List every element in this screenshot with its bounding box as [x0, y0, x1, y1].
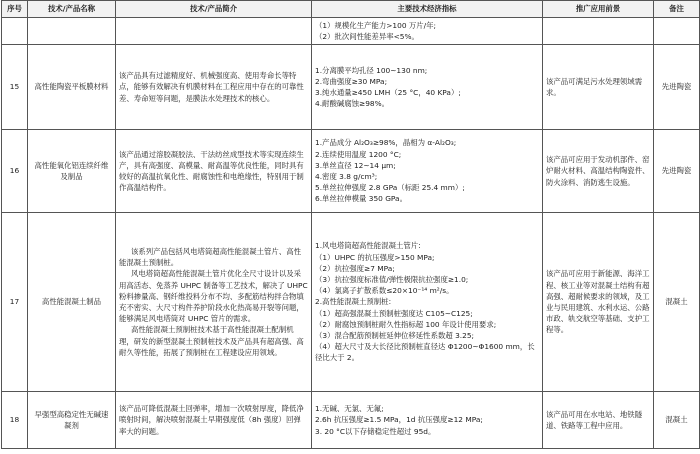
header-intro: 技术/产品简介	[116, 1, 312, 18]
header-row	[2, 1, 700, 18]
cell-no: 15	[2, 45, 28, 130]
cell-prospect: 该产品可用在水电站、地铁隧道、铁路等工程中应用。	[543, 392, 654, 449]
indicator-line: （4）氯离子扩散系数≤20×10⁻¹⁴ m²/s。	[315, 286, 454, 296]
indicator-line: （1）规模化生产能力>100 万片/年;	[315, 20, 437, 30]
cell-intro	[116, 18, 312, 45]
cell-name: 高性能氧化铝连续纤维及制品	[28, 130, 116, 213]
intro-paragraph: 该系列产品包括风电塔筒超高性能混凝土管片、高性能混凝土预制桩。	[119, 246, 301, 268]
indicator-line: 3. 20 °C以下存储稳定性超过 95d。	[315, 426, 436, 436]
table-row	[2, 45, 700, 130]
indicator-line: （1）超高强混凝土预制桩强度达 C105~C125;	[315, 308, 473, 318]
cell-name: 高性能陶瓷平板膜材料	[28, 45, 116, 130]
cell-intro: 该产品可降低混凝土回弹率，增加一次喷射厚度，降低净喷射时间，解决喷射混凝土早期强度低（8h 强度）回弹率大的问题。	[116, 392, 312, 449]
indicator-line: 4.耐酸碱腐蚀≥98%。	[315, 99, 390, 109]
indicator-line: 1.无碱、无氯、无氟;	[315, 404, 384, 414]
indicator-line: 2.6h 抗压强度≥1.5 MPa，1d 抗压强度≥12 MPa;	[315, 415, 483, 425]
cell-name: 高性能混凝土制品	[28, 213, 116, 392]
indicator-line: 1.产品成分 Al₂O₃≥98%，晶相为 α-Al₂O₃;	[315, 138, 457, 148]
cell-no: 17	[2, 213, 28, 392]
cell-indicators	[312, 213, 543, 392]
cell-prospect: 该产品可应用于发动机部件、窑炉耐火材料、高温结构陶瓷件、防火涂料、消防逃生设施。	[543, 130, 654, 213]
indicator-line: （3）混合配筋预制桩延伸位移延性系数超 3.25;	[315, 331, 475, 340]
indicator-line: 4.密度 3.8 g/cm³;	[315, 172, 378, 181]
cell-indicators	[312, 392, 543, 449]
cell-name: 早强型高稳定性无碱速凝剂	[28, 392, 116, 449]
cell-no: 16	[2, 130, 28, 213]
indicator-line: 6.单丝拉伸模量 350 GPa。	[315, 194, 407, 204]
header-indicators: 主要技术经济指标	[312, 1, 543, 18]
table-row	[2, 130, 700, 213]
table-row	[2, 392, 700, 449]
cell-intro: 该产品通过溶胶凝胶法、干法纺丝成型技术等实现连续生产，具有高强度、高模量、耐高温等优良性能，同时具有较好的高温抗氧化性、耐腐蚀性和电绝缘性，特别用于制作高温结构件。	[116, 130, 312, 213]
indicator-line: （2）抗拉强度≥7 MPa;	[315, 263, 395, 273]
header-no: 序号	[2, 1, 28, 18]
indicator-line: 2.高性能混凝土预制桩:	[315, 297, 392, 307]
indicator-line: 5.单丝拉伸强度 2.8 GPa（标距 25.4 mm）;	[315, 183, 465, 193]
indicator-line: （4）超大尺寸及大长径比预制桩直径达 Φ1200~Φ1600 mm，长径比大于 2。	[315, 342, 535, 363]
cell-no	[2, 18, 28, 45]
indicator-line: （1）UHPC 的抗压强度>150 MPa;	[315, 252, 435, 262]
indicator-line: 2.连续使用温度 1200 °C;	[315, 149, 402, 159]
table-row	[2, 18, 700, 45]
product-table	[1, 0, 700, 449]
cell-note: 混凝土	[654, 213, 700, 392]
header-name: 技术/产品名称	[28, 1, 116, 18]
header-prospect: 推广应用前景	[543, 1, 654, 18]
cell-no: 18	[2, 392, 28, 449]
indicator-line: 1.分离膜平均孔径 100~130 nm;	[315, 65, 428, 75]
indicator-line: （2）耐腐蚀预制桩耐久性指标超 100 年设计使用要求;	[315, 319, 497, 329]
indicator-line: 1.风电塔筒超高性能混凝土管片:	[315, 241, 421, 251]
indicator-line: 3.单丝直径 12~14 μm;	[315, 160, 396, 170]
cell-note	[654, 18, 700, 45]
cell-prospect: 该产品可应用于新能源、海洋工程、核工业等对混凝土结构有超高强、超耐候要求的领域，及工业与民用建筑、水利水运、公路市政、轨交航空等基础、支护工程等。	[543, 213, 654, 392]
cell-indicators	[312, 130, 543, 213]
cell-intro: 该产品具有过滤精度好、机械强度高、使用寿命长等特点，能够有效解决有机膜材料在工程应用中存在的可靠性差、寿命短等问题，是膜法水处理技术的核心。	[116, 45, 312, 130]
intro-paragraph: 高性能混凝土预制桩技术基于高性能混凝土配制机理，研发的新型混凝土预制桩技术及产品具有超高强、高耐久等性能，拓展了预制桩在工程建设应用领域。	[119, 325, 304, 357]
cell-indicators	[312, 45, 543, 130]
cell-note: 混凝土	[654, 392, 700, 449]
indicator-line: （2）批次间性能差异率<5%。	[315, 32, 419, 41]
cell-intro	[116, 213, 312, 392]
intro-paragraph: 风电塔筒超高性能混凝土管片优化全尺寸设计以及采用高活态、免蒸养 UHPC 制备等工艺技术，解决了 UHPC 粉料掺量高、钢纤维投料分布不均、多配筋结构拌合物填充不密实、大尺寸构件养护阶段水化热高易开裂等问题，能够满足风电塔筒对 UHPC 管片的需求。	[119, 269, 308, 324]
cell-prospect: 该产品可满足污水处理领域需求。	[543, 45, 654, 130]
indicator-line: 3.纯水通量≥450 LMH（25 °C，40 KPa）;	[315, 88, 461, 97]
table-row	[2, 213, 700, 392]
cell-note: 先进陶瓷	[654, 45, 700, 130]
indicator-line: 2.弯曲强度≥30 MPa;	[315, 76, 388, 86]
cell-note: 先进陶瓷	[654, 130, 700, 213]
header-note: 备注	[654, 1, 700, 18]
cell-name	[28, 18, 116, 45]
cell-indicators	[312, 18, 543, 45]
indicator-line: （3）抗拉强度标准值/弹性极限抗拉强度≥1.0;	[315, 274, 469, 284]
cell-prospect	[543, 18, 654, 45]
